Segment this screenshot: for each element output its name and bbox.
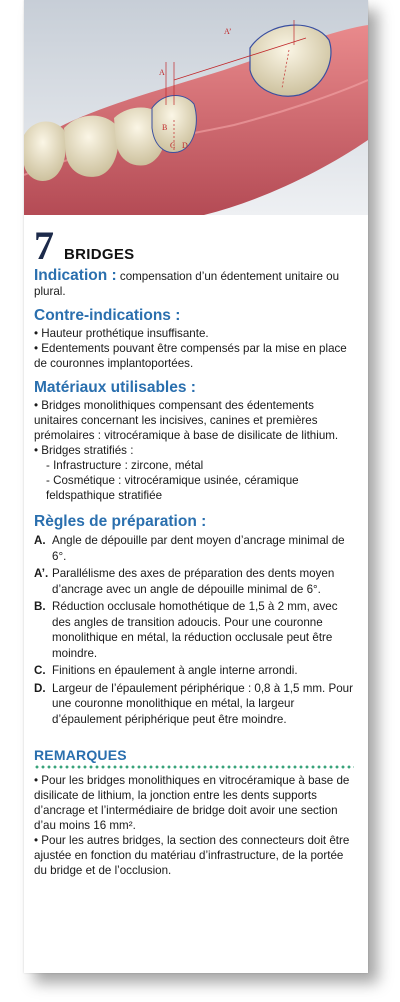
label-b: B [162,123,168,132]
materiaux-item: • Bridges monolithiques compensant des édentements unitaires concernant les incisives, canines et premières prémolaires : vitrocéramique à base de disilicate de lithium. [34,399,339,442]
indication-text: compensation d’un édentement unitaire ou plural. [34,270,340,298]
label-a-prime: A’ [224,27,232,36]
content [24,223,368,878]
remarque-item: • Pour les autres bridges, la section des connecteurs doit être ajustée en fonction du matériau d’infrastructure, de la portée du bridge et de l’occlusion. [34,834,350,877]
rule-key: C. [34,664,46,677]
section-title: BRIDGES [64,246,135,263]
materiaux-subitem: - Cosmétique : vitrocéramique usinée, céramique feldspathique stratifiée [46,474,299,502]
materiaux-item: • Bridges stratifiés : [34,444,134,457]
contre-item: • Hauteur prothétique insuffisante. [34,327,209,340]
label-c: C [170,141,176,150]
rule-text: Finitions en épaulement à angle interne arrondi. [52,664,298,677]
section-number: 7 [34,223,54,268]
dotted-divider [34,765,354,769]
rule-item [34,663,354,679]
indication-block [34,268,354,299]
rule-key: D. [34,681,46,695]
rule-item [34,599,354,661]
materiaux-subitem: - Infrastructure : zircone, métal [46,459,204,472]
label-d: D [182,141,188,150]
indication-label: Indication : [34,267,117,284]
remarques-heading: REMARQUES [34,747,127,763]
section-header [34,223,354,268]
rule-item [34,681,354,728]
contre-item: • Edentements pouvant être compensés par la mise en place de couronnes implantoportées. [34,342,347,370]
label-a: A [159,68,165,77]
remarque-item: • Pour les bridges monolithiques en vitrocéramique à base de disilicate de lithium, la jonction entre les dents supports d’ancrage et l’intermédiaire de bridge doit avoir une section d’au moins 16 mm². [34,774,350,832]
rule-text: Réduction occlusale homothétique de 1,5 à 2 mm, avec des angles de transition adoucis. Pour une couronne monolithique en métal, la réduction occlusale peut être moindre. [52,600,338,660]
rule-text: Largeur de l’épaulement périphérique : 0,8 à 1,5 mm. Pour une couronne monolithique en métal, la largeur d’épaulement périphérique peut être moindre. [52,681,353,726]
rule-item [34,533,354,564]
rule-text: Angle de dépouille par dent moyen d’ancrage minimal de 6°. [52,534,345,563]
rule-item [34,566,354,597]
rule-key: B. [34,600,46,613]
rule-text: Parallélisme des axes de préparation des dents moyen d’ancrage avec un angle de dépouille minimal de 6°. [52,567,335,596]
contre-indications-heading: Contre-indications : [34,307,181,324]
regles-heading: Règles de préparation : [34,513,207,530]
materiaux-heading: Matériaux utilisables : [34,379,196,396]
dental-bridge-illustration [24,0,368,215]
rule-key: A. [34,534,46,547]
bridges-card [24,0,368,973]
rule-key: A’. [34,567,49,580]
